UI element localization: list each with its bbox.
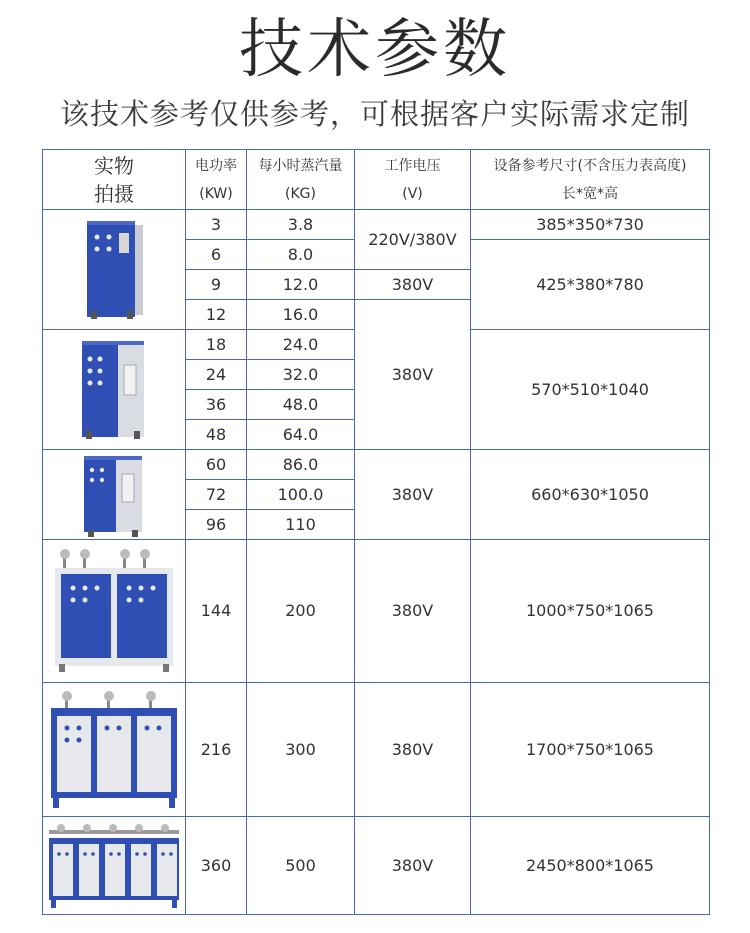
- power-cell: 24: [186, 360, 247, 390]
- power-cell: 48: [186, 420, 247, 450]
- size-cell: 1000*750*1065: [471, 540, 710, 683]
- voltage-cell: 380V: [355, 817, 471, 915]
- product-photo-1: [43, 210, 186, 330]
- size-cell: 570*510*1040: [471, 330, 710, 450]
- header-power-line2: (KW): [199, 185, 233, 202]
- power-cell: 72: [186, 480, 247, 510]
- header-voltage: [355, 150, 471, 210]
- power-cell: 3: [186, 210, 247, 240]
- voltage-cell: 380V: [355, 683, 471, 817]
- power-cell: 18: [186, 330, 247, 360]
- table-row: [43, 450, 710, 480]
- header-power: [186, 150, 247, 210]
- power-cell: 6: [186, 240, 247, 270]
- power-cell: 96: [186, 510, 247, 540]
- power-cell: 144: [186, 540, 247, 683]
- steam-cell: 86.0: [247, 450, 355, 480]
- steam-cell: 8.0: [247, 240, 355, 270]
- power-cell: 12: [186, 300, 247, 330]
- steam-cell: 110: [247, 510, 355, 540]
- steam-cell: 12.0: [247, 270, 355, 300]
- page-subtitle: 该技术参考仅供参考，可根据客户实际需求定制: [59, 97, 690, 131]
- table-row: [43, 210, 710, 240]
- steam-cell: 24.0: [247, 330, 355, 360]
- steam-cell: 32.0: [247, 360, 355, 390]
- power-cell: 9: [186, 270, 247, 300]
- spec-table: [42, 149, 710, 915]
- product-photo-3: [43, 450, 186, 540]
- power-cell: 216: [186, 683, 247, 817]
- steam-generator-double-image: [49, 546, 179, 676]
- steam-generator-large-image: [74, 452, 154, 538]
- voltage-cell: 380V: [355, 540, 471, 683]
- size-cell: 425*380*780: [471, 240, 710, 330]
- size-cell: 2450*800*1065: [471, 817, 710, 915]
- header-photo-line1: 实物: [94, 153, 134, 178]
- header-voltage-line2: (V): [402, 185, 423, 202]
- product-photo-6: [43, 817, 186, 915]
- steam-generator-medium-image: [74, 335, 154, 445]
- header-photo-line2: 拍摄: [94, 181, 134, 206]
- steam-cell: 64.0: [247, 420, 355, 450]
- size-cell: 660*630*1050: [471, 450, 710, 540]
- steam-cell: 500: [247, 817, 355, 915]
- product-photo-5: [43, 683, 186, 817]
- header-voltage-line1: 工作电压: [384, 157, 441, 174]
- header-steam: [247, 150, 355, 210]
- steam-cell: 16.0: [247, 300, 355, 330]
- product-photo-2: [43, 330, 186, 450]
- table-header-row: [43, 150, 710, 210]
- power-cell: 360: [186, 817, 247, 915]
- header-size-line2: 长*宽*高: [562, 185, 618, 202]
- header-size: [471, 150, 710, 210]
- header-photo: [43, 150, 186, 210]
- voltage-cell: 380V: [355, 300, 471, 450]
- voltage-cell: 380V: [355, 270, 471, 300]
- steam-generator-small-image: [79, 215, 149, 325]
- power-cell: 60: [186, 450, 247, 480]
- voltage-cell: 220V/380V: [355, 210, 471, 270]
- steam-cell: 100.0: [247, 480, 355, 510]
- size-cell: 1700*750*1065: [471, 683, 710, 817]
- table-row: [43, 817, 710, 915]
- product-photo-4: [43, 540, 186, 683]
- steam-cell: 200: [247, 540, 355, 683]
- power-cell: 36: [186, 390, 247, 420]
- page-title: 技术参数: [239, 13, 511, 87]
- voltage-cell: 380V: [355, 450, 471, 540]
- steam-generator-five-unit-image: [45, 822, 183, 910]
- steam-generator-triple-image: [47, 688, 181, 812]
- header-steam-line1: 每小时蒸汽量: [258, 157, 343, 174]
- steam-cell: 48.0: [247, 390, 355, 420]
- table-row: [43, 540, 710, 683]
- header-power-line1: 电功率: [195, 157, 237, 174]
- steam-cell: 3.8: [247, 210, 355, 240]
- table-row: [43, 683, 710, 817]
- header-size-line1: 设备参考尺寸(不含压力表高度): [493, 157, 687, 174]
- header-steam-line2: (KG): [285, 185, 316, 202]
- size-cell: 385*350*730: [471, 210, 710, 240]
- steam-cell: 300: [247, 683, 355, 817]
